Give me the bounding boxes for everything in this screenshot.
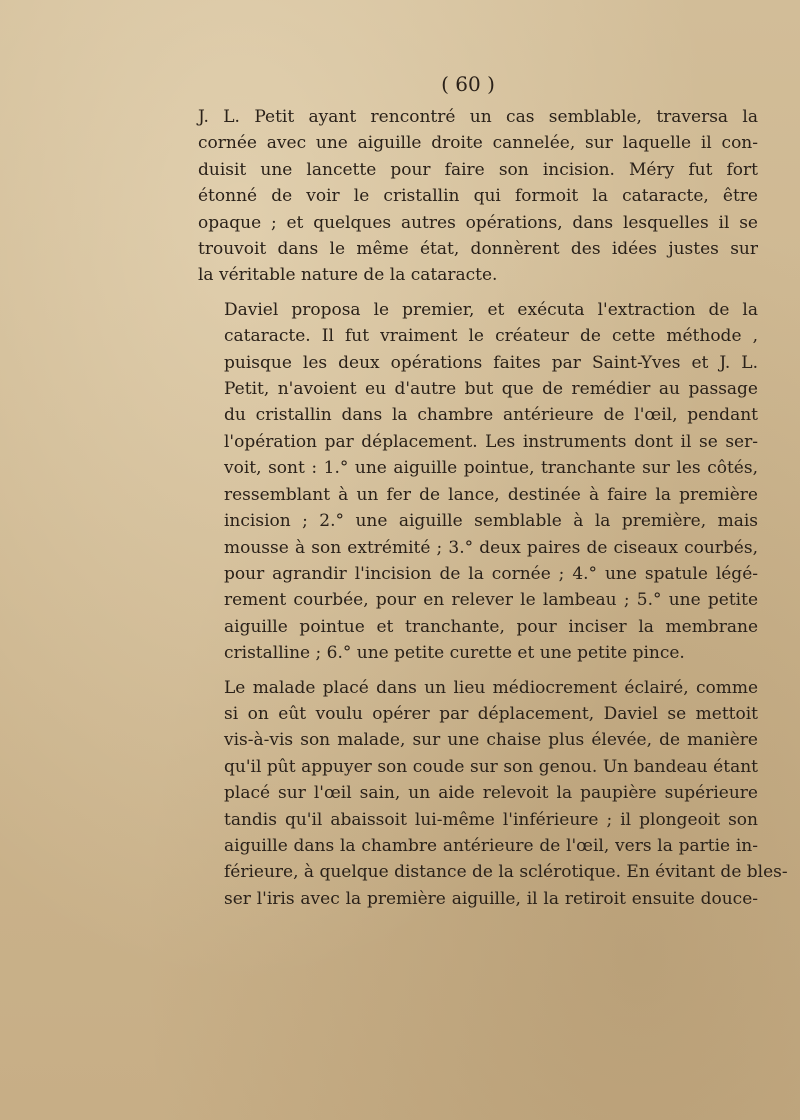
text-line: qu'il pût appuyer son coude sur son genou. Un bandeau étant bbox=[224, 756, 758, 777]
text-line: l'opération par déplacement. Les instruments dont il se ser- bbox=[224, 431, 758, 452]
text-line: duisit une lancette pour faire son incision. Méry fut fort bbox=[198, 159, 758, 180]
text-line: tandis qu'il abaissoit lui-même l'inférieure ; il plongeoit son bbox=[224, 809, 758, 830]
text-line: incision ; 2.° une aiguille semblable à la première, mais bbox=[224, 511, 758, 532]
paragraph-2 bbox=[198, 297, 758, 667]
text-line: si on eût voulu opérer par déplacement, Daviel se mettoit bbox=[224, 703, 758, 724]
text-line: J. L. Petit ayant rencontré un cas semblable, traversa la bbox=[198, 107, 758, 127]
page-number: ( 60 ) bbox=[441, 72, 495, 96]
text-line: ressemblant à un fer de lance, destinée à faire la première bbox=[224, 484, 758, 505]
text-line: aiguille dans la chambre antérieure de l'œil, vers la partie in- bbox=[224, 835, 758, 856]
text-line: pour agrandir l'incision de la cornée ; 4.° une spatule légé- bbox=[224, 563, 758, 584]
text-line: du cristallin dans la chambre antérieure de l'œil, pendant bbox=[224, 405, 758, 426]
text-line: la véritable nature de la cataracte. bbox=[198, 265, 498, 286]
text-line: rement courbée, pour en relever le lambeau ; 5.° une petite bbox=[224, 590, 758, 611]
text-line: mousse à son extrémité ; 3.° deux paires de ciseaux courbés, bbox=[224, 537, 758, 558]
text-line: placé sur l'œil sain, un aide relevoit la paupière supérieure bbox=[224, 783, 758, 804]
paragraph-3 bbox=[198, 675, 788, 913]
text-line: puisque les deux opérations faites par Saint-Yves et J. L. bbox=[224, 352, 758, 373]
text-line: cornée avec une aiguille droite cannelée, sur laquelle il con- bbox=[198, 133, 758, 154]
paragraph-1 bbox=[198, 104, 758, 289]
text-line: ser l'iris avec la première aiguille, il la retiroit ensuite douce- bbox=[224, 888, 758, 909]
text-line: trouvoit dans le même état, donnèrent des idées justes sur bbox=[198, 239, 758, 260]
text-line: Petit, n'avoient eu d'autre but que de remédier au passage bbox=[224, 379, 758, 400]
text-line: Le malade placé dans un lieu médiocrement éclairé, comme bbox=[224, 677, 758, 698]
page-text-block bbox=[198, 70, 788, 912]
text-line: voit, sont : 1.° une aiguille pointue, tranchante sur les côtés, bbox=[224, 458, 758, 479]
text-line: cristalline ; 6.° une petite curette et une petite pince. bbox=[224, 643, 685, 664]
text-line: aiguille pointue et tranchante, pour inciser la membrane bbox=[224, 616, 758, 637]
text-line: cataracte. Il fut vraiment le créateur de cette méthode , bbox=[224, 326, 758, 347]
text-line: opaque ; et quelques autres opérations, dans lesquelles il se bbox=[198, 212, 758, 233]
text-line: étonné de voir le cristallin qui formoit la cataracte, être bbox=[198, 186, 758, 207]
text-line: férieure, à quelque distance de la sclérotique. En évitant de bles- bbox=[224, 862, 788, 883]
text-line: Daviel proposa le premier, et exécuta l'extraction de la bbox=[224, 299, 758, 320]
text-line: vis-à-vis son malade, sur une chaise plus élevée, de manière bbox=[224, 730, 758, 751]
